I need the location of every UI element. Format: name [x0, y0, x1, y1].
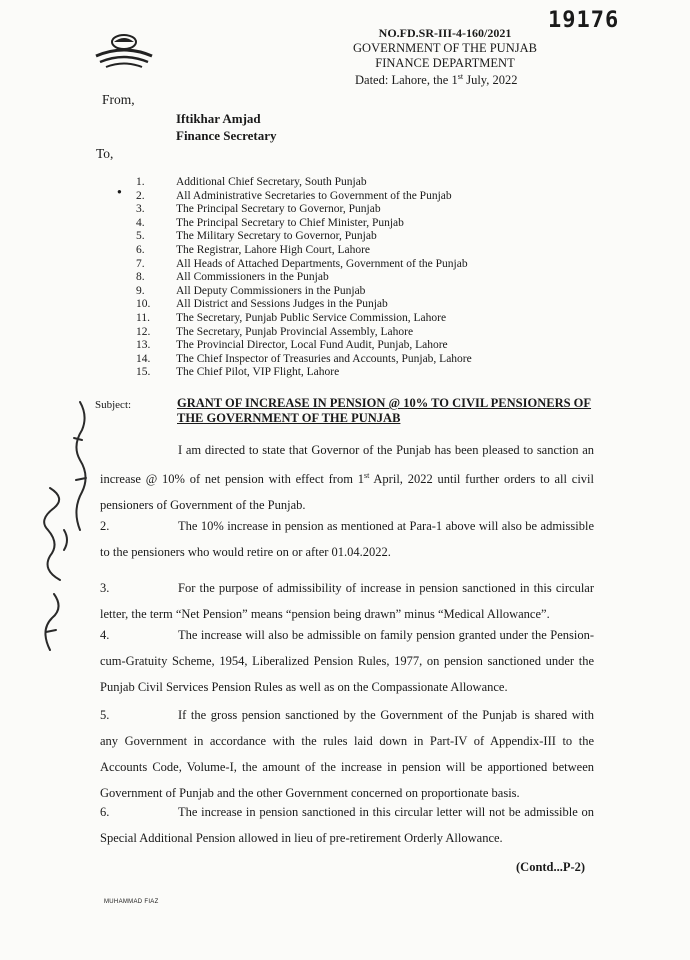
recipient-item	[130, 217, 530, 231]
department-name: FINANCE DEPARTMENT	[375, 56, 515, 70]
continued-note: (Contd...P-2)	[516, 860, 586, 874]
recipient-number: 13.	[136, 339, 151, 352]
handwritten-signature-icon	[20, 380, 100, 660]
paragraph-sup: st	[363, 471, 370, 480]
recipient-item	[130, 353, 530, 367]
paragraph-4	[100, 622, 594, 700]
recipient-item	[130, 230, 530, 244]
paragraph-number: 2.	[100, 519, 110, 533]
paragraph-number: 6.	[100, 805, 110, 819]
paragraph-6	[100, 799, 594, 851]
date-sup: st	[457, 72, 464, 81]
recipient-item	[130, 326, 530, 340]
recipient-number: 1.	[136, 176, 145, 188]
recipient-number: 12.	[136, 325, 151, 338]
recipient-text: The Chief Pilot, VIP Flight, Lahore	[176, 366, 340, 379]
to-label: To,	[96, 146, 114, 161]
paragraph-1	[100, 437, 594, 518]
from-label: From,	[102, 92, 135, 107]
recipient-number: 4.	[136, 216, 145, 229]
paragraph-text: For the purpose of admissibility of increase in pension sanctioned in this circular letter, the term “Net Pension” means “pension being drawn” minus “Medical Allowance”.	[100, 581, 594, 621]
recipient-item	[130, 244, 530, 258]
letter-date	[355, 72, 517, 88]
recipient-text: All Administrative Secretaries to Government of the Punjab	[176, 189, 452, 202]
recipient-text: The Provincial Director, Local Fund Audit, Punjab, Lahore	[176, 339, 448, 352]
recipient-text: All District and Sessions Judges in the Punjab	[176, 298, 388, 311]
paragraph-text: The increase in pension sanctioned in this circular letter will not be admissible on Special Additional Pension allowed in lieu of pre-retirement Orderly Allowance.	[100, 805, 594, 845]
paragraph-number: 4.	[100, 628, 110, 642]
recipient-item	[130, 271, 530, 285]
recipient-item	[130, 190, 530, 204]
recipient-item	[130, 298, 530, 312]
paragraph-number: 3.	[100, 581, 110, 595]
recipient-item	[130, 285, 530, 299]
recipient-text: The Principal Secretary to Chief Minister, Punjab	[176, 216, 404, 229]
recipient-text: The Secretary, Punjab Provincial Assembly, Lahore	[176, 325, 414, 338]
paragraph-5	[100, 702, 594, 806]
recipient-number: 15.	[136, 366, 151, 379]
recipient-list	[130, 176, 530, 380]
paragraph-text: If the gross pension sanctioned by the Government of the Punjab is shared with any Government in accordance with the rules laid down in Part-IV of Appendix-III to the Accounts Code, Volume-I, the amount of the increase in pension will be apportioned between Government of Punjab and the other Government concerned on proportionate basis.	[100, 708, 594, 800]
recipient-number: 14.	[136, 352, 151, 365]
recipient-text: All Heads of Attached Departments, Government of the Punjab	[176, 257, 468, 270]
recipient-number: 5.	[136, 230, 145, 243]
subject-label: Subject:	[95, 399, 132, 411]
paragraph-number: 5.	[100, 708, 110, 722]
recipient-text: Additional Chief Secretary, South Punjab	[176, 176, 367, 188]
sender-block	[176, 110, 276, 144]
paragraph-text: I am directed to state that Governor of the Punjab has been pleased to sanction an increase @ 10% of net pension with effect from 1	[100, 443, 594, 487]
recipient-item	[130, 176, 530, 190]
sender-name: Iftikhar Amjad	[176, 111, 261, 126]
recipient-number: 2.	[136, 189, 145, 202]
recipient-number: 10.	[136, 298, 151, 311]
government-name: GOVERNMENT OF THE PUNJAB	[353, 41, 537, 55]
recipient-number: 8.	[136, 271, 145, 284]
recipient-text: All Deputy Commissioners in the Punjab	[176, 284, 366, 297]
recipient-item	[130, 203, 530, 217]
bullet-mark-icon: ●	[117, 187, 122, 196]
paragraph-text: The 10% increase in pension as mentioned at Para-1 above will also be admissible to the pensioners who would retire on or after 01.04.2022.	[100, 519, 594, 559]
recipient-number: 7.	[136, 257, 145, 270]
paragraph-text: The increase will also be admissible on family pension granted under the Pension-cum-Gratuity Scheme, 1954, Liberalized Pension Rules, 1977, on pension sanctioned under the Punjab Civil Services Pension Rules as well as on the Compassionate Allowance.	[100, 628, 594, 694]
stamp-number: 19176	[548, 8, 620, 33]
recipient-text: All Commissioners in the Punjab	[176, 271, 329, 284]
paragraph-text-post: April, 2022 until further orders to all civil pensioners of Government of the Punjab.	[100, 472, 594, 513]
recipient-text: The Chief Inspector of Treasuries and Accounts, Punjab, Lahore	[176, 352, 472, 365]
recipient-number: 9.	[136, 284, 145, 297]
footer-name: MUHAMMAD FIAZ	[104, 899, 159, 905]
recipient-item	[130, 312, 530, 326]
recipient-item	[130, 366, 530, 380]
sender-title: Finance Secretary	[176, 128, 277, 143]
date-suffix: July, 2022	[463, 73, 518, 88]
recipient-item	[130, 258, 530, 272]
punjab-government-emblem-icon	[92, 30, 156, 70]
subject-text: GRANT OF INCREASE IN PENSION @ 10% TO CIVIL PENSIONERS OF THE GOVERNMENT OF THE PUNJAB	[177, 396, 592, 425]
recipient-text: The Military Secretary to Governor, Punjab	[176, 230, 377, 243]
letter-header	[340, 26, 550, 71]
recipient-number: 3.	[136, 203, 145, 216]
paragraph-3	[100, 575, 594, 627]
recipient-number: 6.	[136, 243, 145, 256]
date-prefix: Dated: Lahore, the 1	[355, 73, 458, 88]
recipient-number: 11.	[136, 311, 150, 324]
recipient-item	[130, 339, 530, 353]
recipient-text: The Secretary, Punjab Public Service Commission, Lahore	[176, 311, 447, 324]
recipient-text: The Registrar, Lahore High Court, Lahore	[176, 243, 371, 256]
paragraph-2	[100, 513, 594, 565]
recipient-text: The Principal Secretary to Governor, Punjab	[176, 203, 381, 216]
reference-number: NO.FD.SR-III-4-160/2021	[378, 26, 512, 40]
